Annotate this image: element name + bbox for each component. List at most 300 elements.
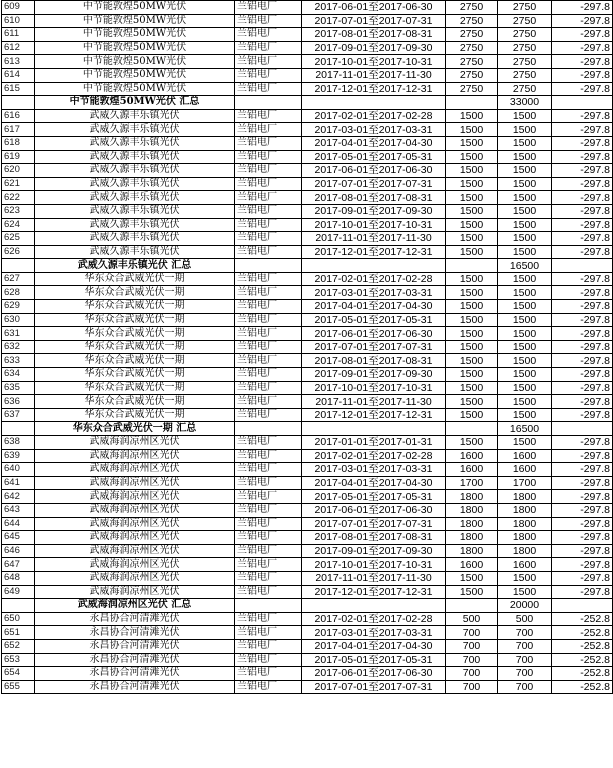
- period-cell: 2017-05-01至2017-05-31: [302, 490, 446, 504]
- project-name-cell: 华东众合武威光伏一期: [35, 354, 235, 368]
- quantity-cell: 1500: [446, 300, 498, 314]
- row-index-cell: 630: [2, 313, 35, 327]
- period-cell: 2017-06-01至2017-06-30: [302, 327, 446, 341]
- project-name-cell: 永昌协合河清滩光伏: [35, 667, 235, 681]
- row-index-cell: 637: [2, 408, 35, 422]
- quantity-cell: 1800: [498, 490, 552, 504]
- table-row: [2, 300, 613, 314]
- row-index-cell: 631: [2, 327, 35, 341]
- period-cell: 2017-11-01至2017-11-30: [302, 395, 446, 409]
- quantity-cell: 1500: [446, 436, 498, 450]
- table-row: [2, 653, 613, 667]
- period-cell: 2017-02-01至2017-02-28: [302, 612, 446, 626]
- quantity-cell: 2750: [498, 28, 552, 42]
- project-name-cell: 华东众合武威光伏一期: [35, 340, 235, 354]
- table-row: [2, 436, 613, 450]
- quantity-cell: 500: [446, 612, 498, 626]
- price-cell: -297.8: [552, 313, 613, 327]
- subtotal-label: 华东众合武威光伏一期 汇总: [35, 422, 235, 436]
- plant-cell: 兰铝电厂: [235, 55, 302, 69]
- empty-cell: [235, 422, 302, 436]
- project-name-cell: 中节能敦煌50MW光伏: [35, 28, 235, 42]
- period-cell: 2017-07-01至2017-07-31: [302, 680, 446, 694]
- project-name-cell: 中节能敦煌50MW光伏: [35, 68, 235, 82]
- plant-cell: 兰铝电厂: [235, 368, 302, 382]
- period-cell: 2017-04-01至2017-04-30: [302, 476, 446, 490]
- empty-cell: [302, 96, 446, 110]
- quantity-cell: 1500: [446, 272, 498, 286]
- project-name-cell: 中节能敦煌50MW光伏: [35, 82, 235, 96]
- project-name-cell: 武威海润凉州区光伏: [35, 571, 235, 585]
- row-index-cell: 624: [2, 218, 35, 232]
- project-name-cell: 武威海润凉州区光伏: [35, 476, 235, 490]
- quantity-cell: 1500: [498, 395, 552, 409]
- quantity-cell: 700: [446, 639, 498, 653]
- plant-cell: 兰铝电厂: [235, 476, 302, 490]
- subtotal-value: 16500: [498, 422, 552, 436]
- row-index-cell: 616: [2, 109, 35, 123]
- row-index-cell: 618: [2, 136, 35, 150]
- price-cell: -297.8: [552, 218, 613, 232]
- quantity-cell: 2750: [446, 68, 498, 82]
- price-cell: -297.8: [552, 476, 613, 490]
- table-row: [2, 544, 613, 558]
- period-cell: 2017-04-01至2017-04-30: [302, 639, 446, 653]
- quantity-cell: 1800: [498, 503, 552, 517]
- project-name-cell: 武威久源丰乐镇光伏: [35, 164, 235, 178]
- project-name-cell: 永昌协合河清滩光伏: [35, 680, 235, 694]
- project-name-cell: 永昌协合河清滩光伏: [35, 639, 235, 653]
- plant-cell: 兰铝电厂: [235, 109, 302, 123]
- subtotal-row: [2, 96, 613, 110]
- table-row: [2, 177, 613, 191]
- row-index-cell: 647: [2, 558, 35, 572]
- quantity-cell: 1500: [498, 177, 552, 191]
- table-row: [2, 68, 613, 82]
- plant-cell: 兰铝电厂: [235, 531, 302, 545]
- row-index-cell: 645: [2, 531, 35, 545]
- plant-cell: 兰铝电厂: [235, 14, 302, 28]
- quantity-cell: 1500: [498, 585, 552, 599]
- empty-cell: [302, 599, 446, 613]
- table-row: [2, 204, 613, 218]
- row-index-cell: 625: [2, 232, 35, 246]
- table-row: [2, 626, 613, 640]
- table-row: [2, 395, 613, 409]
- quantity-cell: 500: [498, 612, 552, 626]
- plant-cell: 兰铝电厂: [235, 544, 302, 558]
- plant-cell: 兰铝电厂: [235, 653, 302, 667]
- project-name-cell: 武威久源丰乐镇光伏: [35, 218, 235, 232]
- project-name-cell: 武威海润凉州区光伏: [35, 517, 235, 531]
- period-cell: 2017-08-01至2017-08-31: [302, 28, 446, 42]
- row-index-cell: 646: [2, 544, 35, 558]
- price-cell: -297.8: [552, 490, 613, 504]
- quantity-cell: 700: [498, 667, 552, 681]
- row-index-cell: 652: [2, 639, 35, 653]
- quantity-cell: 1600: [446, 463, 498, 477]
- quantity-cell: 1500: [446, 123, 498, 137]
- project-name-cell: 武威海润凉州区光伏: [35, 531, 235, 545]
- period-cell: 2017-07-01至2017-07-31: [302, 517, 446, 531]
- period-cell: 2017-07-01至2017-07-31: [302, 340, 446, 354]
- price-cell: -297.8: [552, 503, 613, 517]
- quantity-cell: 1600: [498, 463, 552, 477]
- empty-cell: [235, 259, 302, 273]
- period-cell: 2017-12-01至2017-12-31: [302, 408, 446, 422]
- price-cell: -297.8: [552, 55, 613, 69]
- plant-cell: 兰铝电厂: [235, 626, 302, 640]
- row-index-cell: 642: [2, 490, 35, 504]
- row-index-cell: 628: [2, 286, 35, 300]
- plant-cell: 兰铝电厂: [235, 68, 302, 82]
- price-cell: -297.8: [552, 109, 613, 123]
- project-name-cell: 武威久源丰乐镇光伏: [35, 136, 235, 150]
- row-index-cell: 614: [2, 68, 35, 82]
- plant-cell: 兰铝电厂: [235, 123, 302, 137]
- project-name-cell: 永昌协合河清滩光伏: [35, 612, 235, 626]
- plant-cell: 兰铝电厂: [235, 408, 302, 422]
- price-cell: -297.8: [552, 531, 613, 545]
- quantity-cell: 1500: [446, 368, 498, 382]
- plant-cell: 兰铝电厂: [235, 327, 302, 341]
- table-row: [2, 639, 613, 653]
- row-index-cell: 629: [2, 300, 35, 314]
- price-cell: -297.8: [552, 436, 613, 450]
- row-index-cell: 634: [2, 368, 35, 382]
- empty-cell: [446, 422, 498, 436]
- plant-cell: 兰铝电厂: [235, 150, 302, 164]
- table-row: [2, 354, 613, 368]
- quantity-cell: 1500: [498, 109, 552, 123]
- project-name-cell: 武威海润凉州区光伏: [35, 463, 235, 477]
- quantity-cell: 1600: [498, 558, 552, 572]
- quantity-cell: 1500: [498, 164, 552, 178]
- plant-cell: 兰铝电厂: [235, 191, 302, 205]
- quantity-cell: 700: [498, 639, 552, 653]
- table-row: [2, 612, 613, 626]
- empty-cell: [446, 259, 498, 273]
- price-cell: -297.8: [552, 340, 613, 354]
- period-cell: 2017-08-01至2017-08-31: [302, 531, 446, 545]
- subtotal-value: 16500: [498, 259, 552, 273]
- period-cell: 2017-03-01至2017-03-31: [302, 463, 446, 477]
- project-name-cell: 华东众合武威光伏一期: [35, 381, 235, 395]
- quantity-cell: 2750: [498, 41, 552, 55]
- period-cell: 2017-11-01至2017-11-30: [302, 571, 446, 585]
- empty-cell: [2, 599, 35, 613]
- plant-cell: 兰铝电厂: [235, 436, 302, 450]
- quantity-cell: 1500: [498, 313, 552, 327]
- row-index-cell: 655: [2, 680, 35, 694]
- quantity-cell: 2750: [446, 14, 498, 28]
- table-row: [2, 28, 613, 42]
- period-cell: 2017-06-01至2017-06-30: [302, 503, 446, 517]
- plant-cell: 兰铝电厂: [235, 41, 302, 55]
- period-cell: 2017-08-01至2017-08-31: [302, 191, 446, 205]
- row-index-cell: 651: [2, 626, 35, 640]
- table-row: [2, 680, 613, 694]
- price-cell: -297.8: [552, 164, 613, 178]
- quantity-cell: 2750: [498, 1, 552, 15]
- project-name-cell: 武威海润凉州区光伏: [35, 436, 235, 450]
- quantity-cell: 1500: [498, 191, 552, 205]
- plant-cell: 兰铝电厂: [235, 82, 302, 96]
- quantity-cell: 1500: [446, 340, 498, 354]
- quantity-cell: 1500: [446, 150, 498, 164]
- project-name-cell: 武威海润凉州区光伏: [35, 544, 235, 558]
- quantity-cell: 1500: [446, 327, 498, 341]
- price-cell: -297.8: [552, 232, 613, 246]
- row-index-cell: 648: [2, 571, 35, 585]
- plant-cell: 兰铝电厂: [235, 28, 302, 42]
- empty-cell: [552, 599, 613, 613]
- plant-cell: 兰铝电厂: [235, 490, 302, 504]
- plant-cell: 兰铝电厂: [235, 639, 302, 653]
- quantity-cell: 1500: [498, 218, 552, 232]
- project-name-cell: 华东众合武威光伏一期: [35, 300, 235, 314]
- price-cell: -252.8: [552, 612, 613, 626]
- row-index-cell: 611: [2, 28, 35, 42]
- project-name-cell: 中节能敦煌50MW光伏: [35, 1, 235, 15]
- table-row: [2, 463, 613, 477]
- row-index-cell: 649: [2, 585, 35, 599]
- price-cell: -297.8: [552, 585, 613, 599]
- project-name-cell: 武威海润凉州区光伏: [35, 449, 235, 463]
- quantity-cell: 1500: [498, 436, 552, 450]
- project-name-cell: 武威久源丰乐镇光伏: [35, 232, 235, 246]
- period-cell: 2017-04-01至2017-04-30: [302, 300, 446, 314]
- period-cell: 2017-11-01至2017-11-30: [302, 232, 446, 246]
- price-cell: -252.8: [552, 680, 613, 694]
- period-cell: 2017-06-01至2017-06-30: [302, 667, 446, 681]
- table-row: [2, 218, 613, 232]
- row-index-cell: 619: [2, 150, 35, 164]
- row-index-cell: 632: [2, 340, 35, 354]
- subtotal-label: 武威海润凉州区光伏 汇总: [35, 599, 235, 613]
- row-index-cell: 639: [2, 449, 35, 463]
- project-name-cell: 永昌协合河清滩光伏: [35, 653, 235, 667]
- table-row: [2, 123, 613, 137]
- quantity-cell: 1500: [498, 136, 552, 150]
- price-cell: -297.8: [552, 177, 613, 191]
- project-name-cell: 永昌协合河清滩光伏: [35, 626, 235, 640]
- table-row: [2, 667, 613, 681]
- row-index-cell: 650: [2, 612, 35, 626]
- price-cell: -297.8: [552, 245, 613, 259]
- price-cell: -297.8: [552, 68, 613, 82]
- quantity-cell: 2750: [446, 41, 498, 55]
- period-cell: 2017-02-01至2017-02-28: [302, 109, 446, 123]
- quantity-cell: 1500: [498, 571, 552, 585]
- plant-cell: 兰铝电厂: [235, 300, 302, 314]
- plant-cell: 兰铝电厂: [235, 354, 302, 368]
- period-cell: 2017-03-01至2017-03-31: [302, 626, 446, 640]
- row-index-cell: 615: [2, 82, 35, 96]
- plant-cell: 兰铝电厂: [235, 232, 302, 246]
- period-cell: 2017-10-01至2017-10-31: [302, 381, 446, 395]
- plant-cell: 兰铝电厂: [235, 313, 302, 327]
- table-row: [2, 150, 613, 164]
- quantity-cell: 1500: [446, 585, 498, 599]
- table-row: [2, 558, 613, 572]
- project-name-cell: 武威久源丰乐镇光伏: [35, 109, 235, 123]
- project-name-cell: 武威久源丰乐镇光伏: [35, 150, 235, 164]
- period-cell: 2017-01-01至2017-01-31: [302, 436, 446, 450]
- project-name-cell: 武威海润凉州区光伏: [35, 490, 235, 504]
- table-row: [2, 327, 613, 341]
- price-cell: -297.8: [552, 571, 613, 585]
- plant-cell: 兰铝电厂: [235, 164, 302, 178]
- price-cell: -252.8: [552, 626, 613, 640]
- quantity-cell: 1500: [446, 204, 498, 218]
- price-cell: -252.8: [552, 653, 613, 667]
- quantity-cell: 1800: [446, 531, 498, 545]
- plant-cell: 兰铝电厂: [235, 503, 302, 517]
- price-cell: -297.8: [552, 28, 613, 42]
- project-name-cell: 华东众合武威光伏一期: [35, 395, 235, 409]
- quantity-cell: 1500: [446, 286, 498, 300]
- plant-cell: 兰铝电厂: [235, 204, 302, 218]
- table-row: [2, 517, 613, 531]
- subtotal-row: [2, 599, 613, 613]
- period-cell: 2017-02-01至2017-02-28: [302, 449, 446, 463]
- table-row: [2, 41, 613, 55]
- price-cell: -297.8: [552, 14, 613, 28]
- project-name-cell: 武威久源丰乐镇光伏: [35, 123, 235, 137]
- plant-cell: 兰铝电厂: [235, 340, 302, 354]
- plant-cell: 兰铝电厂: [235, 680, 302, 694]
- price-cell: -297.8: [552, 150, 613, 164]
- period-cell: 2017-09-01至2017-09-30: [302, 544, 446, 558]
- quantity-cell: 2750: [498, 55, 552, 69]
- price-cell: -297.8: [552, 395, 613, 409]
- table-row: [2, 313, 613, 327]
- quantity-cell: 1500: [498, 286, 552, 300]
- row-index-cell: 613: [2, 55, 35, 69]
- quantity-cell: 700: [498, 680, 552, 694]
- quantity-cell: 1700: [498, 476, 552, 490]
- subtotal-label: 中节能敦煌50MW光伏 汇总: [35, 96, 235, 110]
- empty-cell: [235, 599, 302, 613]
- price-cell: -297.8: [552, 1, 613, 15]
- table-row: [2, 571, 613, 585]
- quantity-cell: 2750: [446, 28, 498, 42]
- period-cell: 2017-10-01至2017-10-31: [302, 558, 446, 572]
- table-row: [2, 136, 613, 150]
- quantity-cell: 1500: [498, 327, 552, 341]
- row-index-cell: 640: [2, 463, 35, 477]
- price-cell: -297.8: [552, 300, 613, 314]
- row-index-cell: 622: [2, 191, 35, 205]
- table-row: [2, 286, 613, 300]
- plant-cell: 兰铝电厂: [235, 517, 302, 531]
- row-index-cell: 627: [2, 272, 35, 286]
- table-row: [2, 531, 613, 545]
- period-cell: 2017-06-01至2017-06-30: [302, 1, 446, 15]
- row-index-cell: 636: [2, 395, 35, 409]
- quantity-cell: 1500: [446, 571, 498, 585]
- empty-cell: [235, 96, 302, 110]
- period-cell: 2017-10-01至2017-10-31: [302, 218, 446, 232]
- period-cell: 2017-11-01至2017-11-30: [302, 68, 446, 82]
- price-cell: -297.8: [552, 449, 613, 463]
- empty-cell: [446, 599, 498, 613]
- table-row: [2, 1, 613, 15]
- row-index-cell: 641: [2, 476, 35, 490]
- empty-cell: [302, 259, 446, 273]
- quantity-cell: 1500: [498, 232, 552, 246]
- quantity-cell: 1500: [446, 109, 498, 123]
- quantity-cell: 1500: [446, 164, 498, 178]
- quantity-cell: 1500: [498, 272, 552, 286]
- quantity-cell: 1500: [498, 354, 552, 368]
- row-index-cell: 623: [2, 204, 35, 218]
- plant-cell: 兰铝电厂: [235, 218, 302, 232]
- project-name-cell: 华东众合武威光伏一期: [35, 368, 235, 382]
- quantity-cell: 1500: [498, 300, 552, 314]
- period-cell: 2017-02-01至2017-02-28: [302, 272, 446, 286]
- plant-cell: 兰铝电厂: [235, 381, 302, 395]
- quantity-cell: 1500: [446, 354, 498, 368]
- price-cell: -297.8: [552, 381, 613, 395]
- subtotal-label: 武威久源丰乐镇光伏 汇总: [35, 259, 235, 273]
- subtotal-value: 33000: [498, 96, 552, 110]
- price-cell: -297.8: [552, 544, 613, 558]
- table-row: [2, 191, 613, 205]
- row-index-cell: 620: [2, 164, 35, 178]
- price-cell: -297.8: [552, 286, 613, 300]
- plant-cell: 兰铝电厂: [235, 612, 302, 626]
- table-row: [2, 14, 613, 28]
- project-name-cell: 中节能敦煌50MW光伏: [35, 55, 235, 69]
- table-row: [2, 109, 613, 123]
- price-cell: -297.8: [552, 272, 613, 286]
- project-name-cell: 武威海润凉州区光伏: [35, 585, 235, 599]
- table-row: [2, 476, 613, 490]
- table-row: [2, 164, 613, 178]
- quantity-cell: 1500: [446, 177, 498, 191]
- row-index-cell: 633: [2, 354, 35, 368]
- period-cell: 2017-06-01至2017-06-30: [302, 164, 446, 178]
- price-cell: -297.8: [552, 82, 613, 96]
- table-row: [2, 585, 613, 599]
- quantity-cell: 1500: [446, 218, 498, 232]
- table-row: [2, 232, 613, 246]
- price-cell: -297.8: [552, 354, 613, 368]
- price-cell: -297.8: [552, 558, 613, 572]
- quantity-cell: 1500: [498, 381, 552, 395]
- period-cell: 2017-12-01至2017-12-31: [302, 82, 446, 96]
- table-row: [2, 340, 613, 354]
- table-row: [2, 245, 613, 259]
- row-index-cell: 638: [2, 436, 35, 450]
- quantity-cell: 700: [498, 653, 552, 667]
- period-cell: 2017-05-01至2017-05-31: [302, 150, 446, 164]
- subtotal-value: 20000: [498, 599, 552, 613]
- quantity-cell: 700: [446, 680, 498, 694]
- plant-cell: 兰铝电厂: [235, 286, 302, 300]
- project-name-cell: 中节能敦煌50MW光伏: [35, 14, 235, 28]
- project-name-cell: 华东众合武威光伏一期: [35, 272, 235, 286]
- period-cell: 2017-05-01至2017-05-31: [302, 653, 446, 667]
- period-cell: 2017-09-01至2017-09-30: [302, 204, 446, 218]
- project-name-cell: 华东众合武威光伏一期: [35, 327, 235, 341]
- project-name-cell: 华东众合武威光伏一期: [35, 313, 235, 327]
- row-index-cell: 654: [2, 667, 35, 681]
- quantity-cell: 1600: [446, 449, 498, 463]
- plant-cell: 兰铝电厂: [235, 558, 302, 572]
